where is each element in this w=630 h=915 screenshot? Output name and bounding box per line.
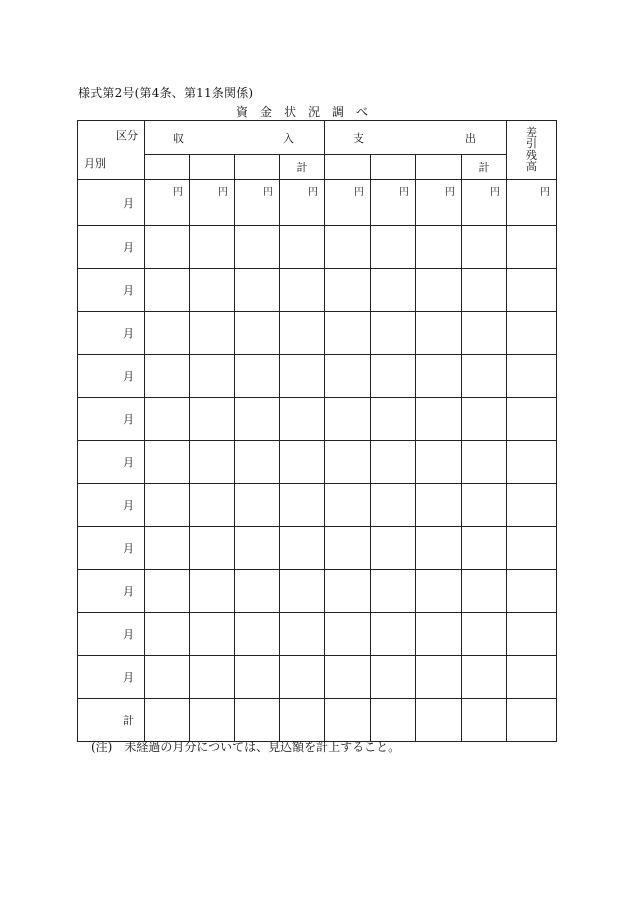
- amount-cell: [235, 699, 280, 742]
- amount-cell: [325, 355, 371, 398]
- amount-cell: [325, 484, 371, 527]
- amount-cell: [190, 699, 235, 742]
- amount-cell: [235, 441, 280, 484]
- amount-cell: [280, 398, 325, 441]
- amount-cell: [145, 441, 190, 484]
- month-row-label: 月: [78, 484, 145, 527]
- amount-cell: [145, 226, 190, 269]
- month-row-label: 月: [78, 613, 145, 656]
- amount-cell: [462, 527, 507, 570]
- table-row: [78, 656, 557, 699]
- amount-cell: [462, 226, 507, 269]
- unit-yen: 円: [325, 180, 371, 226]
- month-row-label: 月: [78, 656, 145, 699]
- balance-header: [507, 121, 557, 180]
- amount-cell: [280, 226, 325, 269]
- income-col-3: [235, 155, 280, 180]
- table-row: [78, 613, 557, 656]
- income-total-header: 計: [280, 155, 325, 180]
- unit-yen: 円: [190, 180, 235, 226]
- amount-cell: [235, 570, 280, 613]
- unit-yen: 円: [371, 180, 416, 226]
- amount-cell: [280, 269, 325, 312]
- amount-cell: [145, 527, 190, 570]
- amount-cell: [416, 656, 462, 699]
- amount-cell: [190, 441, 235, 484]
- amount-cell: [416, 527, 462, 570]
- amount-cell: [190, 398, 235, 441]
- amount-cell: [145, 613, 190, 656]
- table-row: [78, 269, 557, 312]
- amount-cell: [190, 656, 235, 699]
- amount-cell: [371, 312, 416, 355]
- amount-cell: [325, 570, 371, 613]
- month-row-label: 月: [78, 441, 145, 484]
- amount-cell: [145, 570, 190, 613]
- amount-cell: [145, 269, 190, 312]
- amount-cell: [190, 269, 235, 312]
- table-row: [78, 398, 557, 441]
- amount-cell: [507, 226, 557, 269]
- table-row: [78, 527, 557, 570]
- expense-col-3: [416, 155, 462, 180]
- income-col-1: [145, 155, 190, 180]
- amount-cell: [235, 656, 280, 699]
- amount-cell: [462, 398, 507, 441]
- month-row-label: 月: [78, 398, 145, 441]
- amount-cell: [416, 355, 462, 398]
- income-header: [145, 121, 325, 155]
- amount-cell: [280, 527, 325, 570]
- amount-cell: [280, 699, 325, 742]
- amount-cell: [190, 613, 235, 656]
- table-row: [78, 312, 557, 355]
- balance-label: 差 引 残 高: [526, 125, 537, 174]
- amount-cell: [190, 355, 235, 398]
- amount-cell: [280, 656, 325, 699]
- amount-cell: [507, 441, 557, 484]
- amount-cell: [371, 441, 416, 484]
- amount-cell: [190, 570, 235, 613]
- amount-cell: [462, 269, 507, 312]
- amount-cell: [507, 656, 557, 699]
- amount-cell: [416, 398, 462, 441]
- amount-cell: [190, 226, 235, 269]
- expense-col-1: [325, 155, 371, 180]
- amount-cell: [371, 699, 416, 742]
- expense-char-1: 支: [353, 132, 364, 145]
- amount-cell: [325, 312, 371, 355]
- amount-cell: [371, 226, 416, 269]
- table-body: [78, 180, 557, 742]
- amount-cell: [145, 699, 190, 742]
- amount-cell: [145, 355, 190, 398]
- unit-yen: 円: [507, 180, 557, 226]
- amount-cell: [235, 613, 280, 656]
- amount-cell: [190, 312, 235, 355]
- amount-cell: [325, 269, 371, 312]
- amount-cell: [325, 527, 371, 570]
- amount-cell: [416, 613, 462, 656]
- unit-yen: 円: [462, 180, 507, 226]
- month-label: 月別: [84, 157, 106, 170]
- amount-cell: [325, 398, 371, 441]
- amount-cell: [190, 527, 235, 570]
- month-row-label: 月: [78, 269, 145, 312]
- amount-cell: [371, 355, 416, 398]
- footnote: (注) 未経過の月分については、見込額を計上すること。: [91, 740, 401, 754]
- unit-yen: 円: [145, 180, 190, 226]
- expense-header: [325, 121, 507, 155]
- table-row: [78, 570, 557, 613]
- table-row: [78, 226, 557, 269]
- amount-cell: [325, 656, 371, 699]
- amount-cell: [371, 527, 416, 570]
- month-row-label: 月: [78, 570, 145, 613]
- amount-cell: [462, 613, 507, 656]
- income-char-2: 入: [283, 132, 294, 145]
- table-row: [78, 355, 557, 398]
- expense-col-2: [371, 155, 416, 180]
- amount-cell: [235, 226, 280, 269]
- unit-yen: 円: [280, 180, 325, 226]
- table-row: [78, 441, 557, 484]
- amount-cell: [416, 699, 462, 742]
- month-row-label: 月: [78, 180, 145, 226]
- header-corner-cell: [78, 121, 145, 180]
- table-row: [78, 484, 557, 527]
- amount-cell: [462, 484, 507, 527]
- amount-cell: [235, 527, 280, 570]
- table-row: [78, 699, 557, 742]
- amount-cell: [145, 312, 190, 355]
- amount-cell: [280, 613, 325, 656]
- amount-cell: [145, 484, 190, 527]
- income-col-2: [190, 155, 235, 180]
- amount-cell: [235, 269, 280, 312]
- form-number-label: 様式第2号(第4条、第11条関係): [78, 86, 254, 100]
- amount-cell: [371, 269, 416, 312]
- amount-cell: [371, 570, 416, 613]
- amount-cell: [371, 398, 416, 441]
- amount-cell: [280, 570, 325, 613]
- amount-cell: [462, 312, 507, 355]
- amount-cell: [280, 312, 325, 355]
- amount-cell: [416, 570, 462, 613]
- amount-cell: [416, 226, 462, 269]
- amount-cell: [507, 699, 557, 742]
- amount-cell: [416, 269, 462, 312]
- amount-cell: [235, 398, 280, 441]
- amount-cell: [190, 484, 235, 527]
- expense-total-header: 計: [462, 155, 507, 180]
- amount-cell: [416, 441, 462, 484]
- amount-cell: [280, 484, 325, 527]
- amount-cell: [507, 484, 557, 527]
- month-row-label: 月: [78, 226, 145, 269]
- amount-cell: [371, 613, 416, 656]
- amount-cell: [416, 484, 462, 527]
- amount-cell: [325, 699, 371, 742]
- amount-cell: [462, 699, 507, 742]
- category-label: 区分: [116, 129, 138, 142]
- amount-cell: [507, 527, 557, 570]
- amount-cell: [462, 355, 507, 398]
- amount-cell: [145, 656, 190, 699]
- amount-cell: [507, 570, 557, 613]
- income-char-1: 収: [173, 132, 184, 145]
- amount-cell: [145, 398, 190, 441]
- amount-cell: [507, 355, 557, 398]
- unit-yen: 円: [416, 180, 462, 226]
- month-row-label: 月: [78, 312, 145, 355]
- amount-cell: [507, 398, 557, 441]
- table-row: [78, 180, 557, 226]
- amount-cell: [325, 441, 371, 484]
- form-title: 資 金 状 況 調 べ: [236, 105, 369, 119]
- amount-cell: [507, 312, 557, 355]
- unit-yen: 円: [235, 180, 280, 226]
- amount-cell: [325, 226, 371, 269]
- amount-cell: [462, 570, 507, 613]
- amount-cell: [280, 441, 325, 484]
- amount-cell: [280, 355, 325, 398]
- amount-cell: [371, 656, 416, 699]
- amount-cell: [325, 613, 371, 656]
- amount-cell: [235, 312, 280, 355]
- amount-cell: [416, 312, 462, 355]
- month-row-label: 月: [78, 527, 145, 570]
- amount-cell: [235, 355, 280, 398]
- amount-cell: [507, 269, 557, 312]
- amount-cell: [507, 613, 557, 656]
- amount-cell: [235, 484, 280, 527]
- fund-status-table: [77, 120, 557, 742]
- amount-cell: [371, 484, 416, 527]
- total-row-label: 計: [78, 699, 145, 742]
- expense-char-2: 出: [465, 132, 476, 145]
- month-row-label: 月: [78, 355, 145, 398]
- amount-cell: [462, 441, 507, 484]
- amount-cell: [462, 656, 507, 699]
